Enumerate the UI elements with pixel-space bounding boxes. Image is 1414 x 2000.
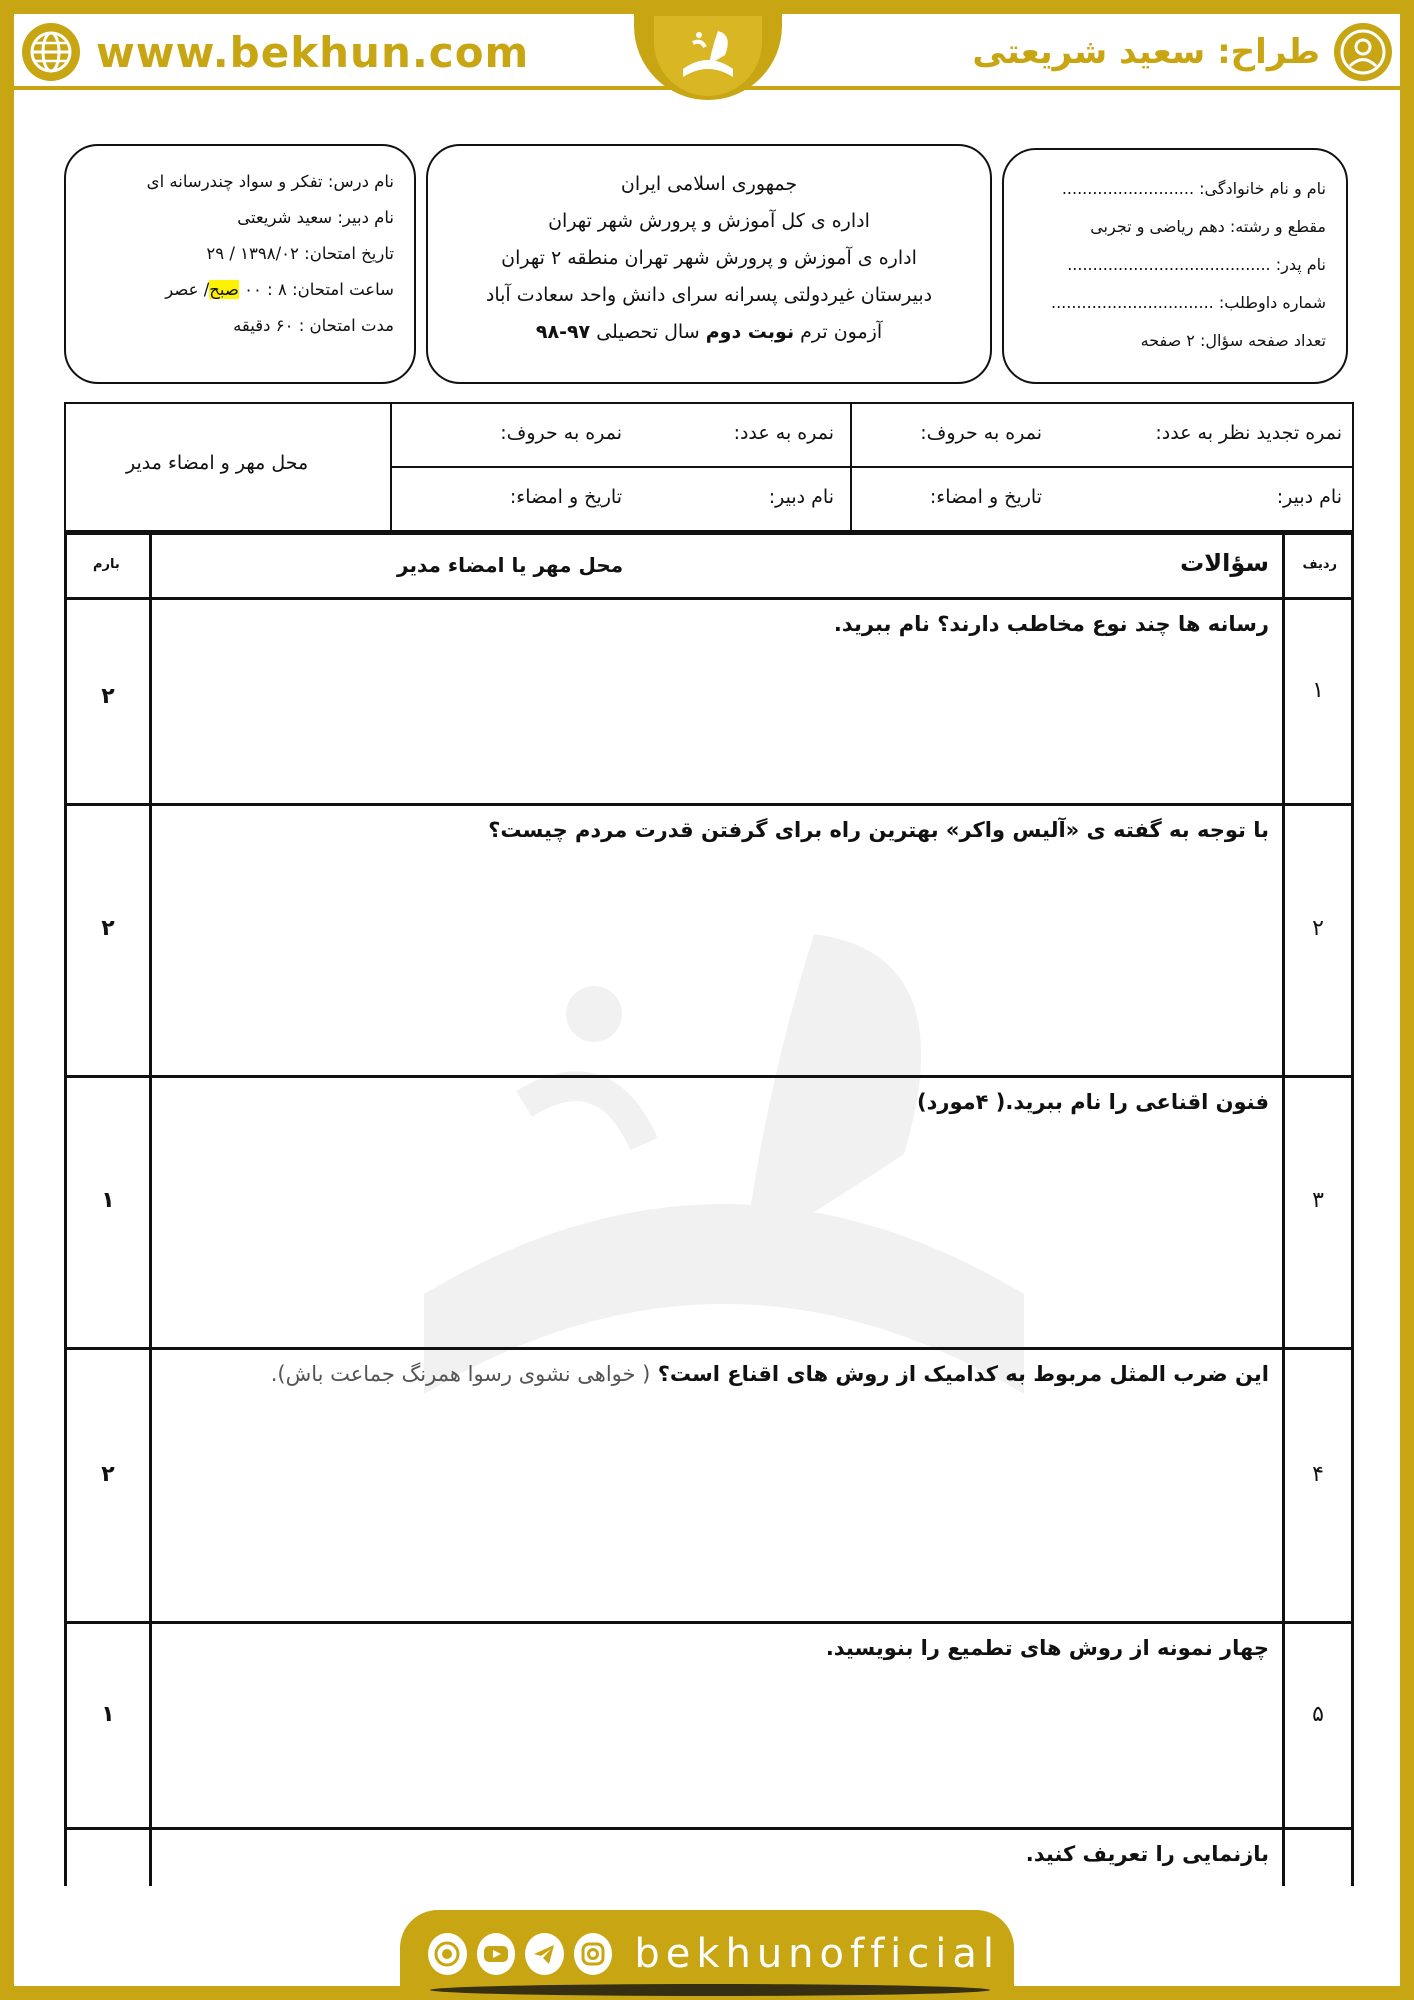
score-number: نمره به عدد: [733,422,834,444]
question-row [67,1350,1351,1624]
question-main-text: این ضرب المثل مربوط به کدامیک از روش های اقناع است؟ [657,1362,1269,1386]
question-row [67,806,1351,1078]
question-row [67,600,1351,806]
question-score: ۲ [101,916,115,941]
exam-info-box [64,144,416,384]
youtube-icon[interactable] [477,1933,516,1975]
department-line: اداره ی کل آموزش و پرورش شهر تهران [548,210,870,232]
exam-duration: مدت امتحان : ۶۰ دقیقه [233,316,394,335]
exam-time [84,272,394,308]
revised-teacher: نام دبیر: [1276,486,1342,508]
page-count: تعداد صفحه سؤال: ۲ صفحه [1140,331,1326,350]
grade-field: مقطع و رشته: دهم ریاضی و تجربی [1090,217,1326,236]
school-year: ۹۷-۹۸ [535,321,591,343]
date-sign-field: تاریخ و امضاء: [509,486,622,508]
footer-shadow [430,1984,990,1996]
exam-term-line [438,314,980,351]
school-line: دبیرستان غیردولتی پسرانه سرای دانش واحد سعادت آباد [485,284,933,306]
row-number-header: ردیف [1302,557,1337,572]
questions-table [64,532,1354,1886]
seat-number-field: شماره داوطلب: ................................ [1051,293,1326,312]
question-score: ۱ [101,1702,115,1727]
exam-date-label: تاریخ امتحان: [304,244,394,263]
afternoon-option: / عصر [165,280,210,299]
designer-name: طراح: سعید شریعتی [972,32,1320,72]
question-score: ۲ [101,1462,115,1487]
father-name-field: نام پدر: ........................................ [1067,255,1326,274]
social-footer [400,1910,1014,1986]
exam-date-value: ۱۳۹۸/۰۲ / ۲۹ [206,244,299,263]
social-handle[interactable]: bekhunofficial [634,1931,1001,1977]
top-banner [14,14,1400,90]
exam-time-value: ۸ : ۰۰ [244,280,287,299]
question-text: فنون اقناعی را نام ببرید.( ۴مورد) [917,1090,1269,1114]
question-number: ۲ [1312,916,1324,941]
school-info-box [426,144,992,384]
site-link[interactable] [22,22,529,82]
country-line: جمهوری اسلامی ایران [620,173,798,195]
question-text: چهار نمونه از روش های تطمیع را بنویسید. [825,1636,1269,1660]
exam-date [84,236,394,272]
stamp-header: محل مهر یا امضاء مدیر [397,553,624,577]
table-header [67,532,1351,600]
question-row [67,1624,1351,1830]
question-row [67,1830,1351,1886]
question-score: ۲ [101,684,115,709]
brand-logo [634,0,782,100]
exam-time-label: ساعت امتحان: [292,280,394,299]
podcast-icon[interactable] [428,1933,467,1975]
user-icon [1334,23,1392,81]
question-score: ۱ [101,1188,115,1213]
question-number: ۵ [1312,1702,1324,1727]
exam-term-label: آزمون ترم [800,321,883,343]
question-number: ۱ [1312,678,1324,703]
question-row [67,1078,1351,1350]
question-text [271,1362,1269,1386]
grades-table [64,402,1354,532]
telegram-icon[interactable] [525,1933,564,1975]
exam-term: نوبت دوم [705,321,795,343]
globe-icon [22,23,80,81]
book-feather-icon [663,21,753,91]
school-year-label: سال تحصیلی [596,321,700,343]
district-line: اداره ی آموزش و پرورش شهر تهران منطقه ۲ تهران [501,247,917,269]
question-text: رسانه ها چند نوع مخاطب دارند؟ نام ببرید. [833,612,1269,636]
question-number: ۴ [1312,1462,1324,1487]
revised-score-letters: نمره به حروف: [920,422,1042,444]
student-name-field: نام و نام خانوادگی: .......................... [1061,179,1326,198]
question-text: بازنمایی را تعریف کنید. [1025,1842,1269,1866]
score-letters: نمره به حروف: [500,422,622,444]
score-header: بارم [93,557,120,572]
designer-credit [972,22,1392,82]
revised-date-sign: تاریخ و امضاء: [929,486,1042,508]
proverb-text: ( خواهی نشوی رسوا همرنگ جماعت باش). [270,1362,651,1386]
question-text: با توجه به گفته ی «آلیس واکر» بهترین راه برای گرفتن قدرت مردم چیست؟ [488,818,1269,842]
teacher-name: نام دبیر: سعید شریعتی [237,208,394,227]
student-info-box [1002,148,1348,384]
course-name: نام درس: تفکر و سواد چندرسانه ای [146,172,394,191]
questions-header: سؤالات [1180,549,1269,577]
question-number: ۳ [1312,1188,1324,1213]
instagram-icon[interactable] [574,1933,613,1975]
morning-highlight: صبح [209,280,239,299]
teacher-field: نام دبیر: [768,486,834,508]
revised-score-number: نمره تجدید نظر به عدد: [1155,422,1342,444]
site-url[interactable]: www.bekhun.com [96,27,530,77]
principal-stamp-area: محل مهر و امضاء مدیر [126,452,309,474]
exam-page [14,14,1400,1986]
